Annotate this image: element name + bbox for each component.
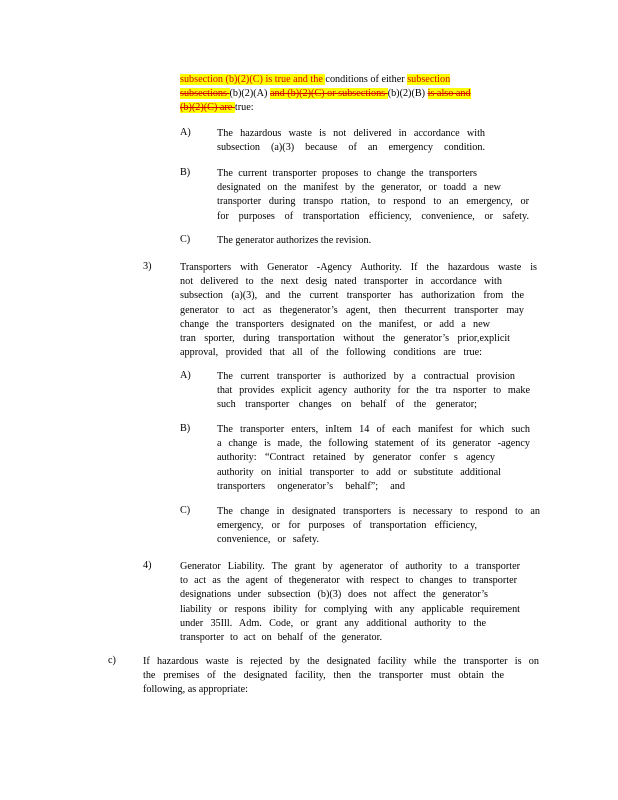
- item-label: 3): [143, 261, 152, 272]
- text-line: following, as appropriate:: [143, 684, 248, 696]
- text-line: the premises of the designated facility, then the transporter must obtain the: [143, 670, 504, 682]
- plain-text: true:: [234, 102, 254, 114]
- text-line: under 35Ill. Adm. Code, or grant any additional authority to the: [180, 617, 486, 629]
- item-label: A): [180, 127, 191, 138]
- item-b4: [180, 560, 520, 645]
- plain-text: (b)(2)(A): [229, 88, 270, 100]
- item-b3-c: [217, 505, 540, 548]
- intro-line-1: [180, 73, 532, 87]
- text-line: The hazardous waste is not delivered in accordance with: [217, 128, 485, 139]
- plain-text: conditions of either: [325, 74, 408, 85]
- text-line: authority: “Contract retained by generator confer s agency: [217, 452, 495, 464]
- text-line: The change in designated transporters is necessary to respond to an: [217, 506, 540, 517]
- deleted-text: subsections: [180, 88, 230, 100]
- text-line: authority on initial transporter to add or substitute additional: [217, 466, 501, 478]
- item-label: C): [180, 505, 191, 516]
- intro-line-2: [180, 87, 532, 101]
- text-line: emergency, or for purposes of transportation efficiency,: [217, 520, 477, 532]
- item-label: A): [180, 370, 191, 381]
- text-line: liability or respons ibility for complying with any applicable requirement: [180, 603, 520, 615]
- item-label: B): [180, 167, 191, 178]
- text-line: that provides explicit agency authority for the tra nsporter to make: [217, 385, 530, 397]
- text-line: The generator authorizes the revision.: [217, 235, 372, 246]
- item-b3-b: [217, 423, 530, 494]
- text-line: such transporter changes on behalf of the generator;: [217, 399, 477, 411]
- deleted-text: (b)(2)(C) are: [180, 102, 235, 114]
- text-line: The transporter enters, inItem 14 of each manifest for which such: [217, 424, 530, 435]
- item-label: c): [108, 655, 116, 666]
- text-line: generator to act as thegenerator’s agent, then thecurrent transporter may: [180, 304, 524, 316]
- item-b2-a: [217, 127, 485, 155]
- intro-paragraph: [180, 73, 532, 116]
- text-line: The current transporter is authorized by a contractual provision: [217, 371, 515, 382]
- text-line: If hazardous waste is rejected by the designated facility while the transporter is on: [143, 656, 539, 667]
- text-line: a change is made, the following statement of its generator -agency: [217, 438, 530, 450]
- text-line: subsection (a)(3) because of an emergency condition.: [217, 142, 485, 154]
- deleted-text: and (b)(2)(C) or subsections: [269, 88, 388, 100]
- item-label: C): [180, 234, 191, 245]
- text-line: tran sporter, during transportation without the generator’s prior,explicit: [180, 333, 510, 345]
- item-label: B): [180, 423, 191, 434]
- plain-text: (b)(2)(B): [387, 88, 428, 100]
- text-line: designated on the manifest by the generator, or toadd a new: [217, 182, 501, 194]
- item-c: [143, 655, 539, 698]
- item-b2-c: [217, 234, 417, 248]
- item-b3: [180, 261, 537, 360]
- text-line: transporter to act on behalf of the generator.: [180, 632, 382, 644]
- item-b3-a: [217, 370, 530, 413]
- text-line: designations under subsection (b)(3) does not affect the generator’s: [180, 589, 488, 601]
- text-line: for purposes of transportation efficiency, convenience, or safety.: [217, 210, 529, 222]
- inserted-text: subsection: [407, 74, 451, 85]
- item-label: 4): [143, 560, 152, 571]
- text-line: convenience, or safety.: [217, 534, 319, 546]
- deleted-text: is also and: [427, 88, 471, 100]
- text-line: Transporters with Generator -Agency Authority. If the hazardous waste is: [180, 262, 537, 273]
- item-b2-b: [217, 167, 529, 224]
- text-line: to act as the agent of thegenerator with respect to changes to transporter: [180, 575, 517, 587]
- intro-line-3: [180, 101, 532, 115]
- text-line: approval, provided that all of the following conditions are true:: [180, 347, 482, 359]
- text-line: The current transporter proposes to change the transporters: [217, 168, 477, 179]
- text-line: change the transporters designated on the manifest, or add a new: [180, 318, 490, 330]
- inserted-text: subsection (b)(2)(C) is true and the: [180, 74, 326, 85]
- text-line: transporter during transpo rtation, to respond to an emergency, or: [217, 196, 529, 208]
- text-line: Generator Liability. The grant by agenerator of authority to a transporter: [180, 561, 520, 572]
- text-line: not delivered to the next desig nated transporter in accordance with: [180, 276, 502, 288]
- text-line: transporters ongenerator’s behalf”; and: [217, 480, 405, 492]
- text-line: subsection (a)(3), and the current transporter has authorization from the: [180, 290, 524, 302]
